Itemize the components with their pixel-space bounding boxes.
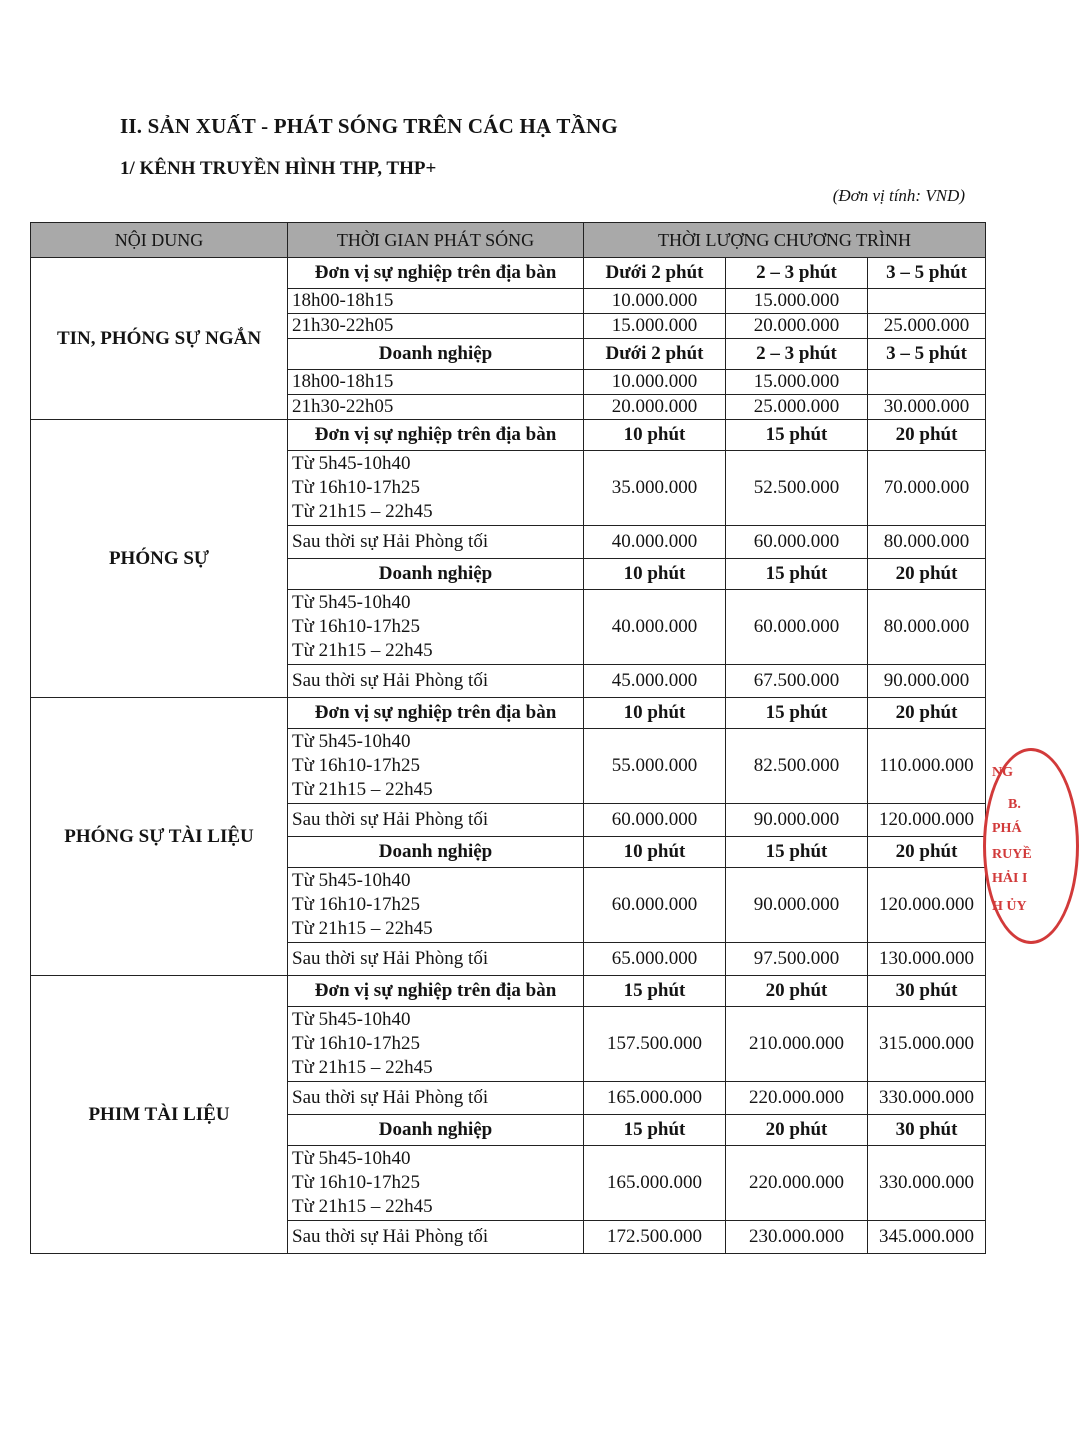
price-table <box>30 222 986 1254</box>
time-slot-cell: 21h30-22h05 <box>288 314 584 339</box>
stamp-text: RUYỀ <box>992 847 1032 862</box>
group-header-row <box>31 420 986 451</box>
price-cell: 157.500.000 <box>584 1007 726 1082</box>
time-slot-cell: Sau thời sự Hải Phòng tối <box>288 1221 584 1254</box>
client-type-cell: Doanh nghiệp <box>288 1115 584 1146</box>
client-type-cell: Doanh nghiệp <box>288 559 584 590</box>
category-cell: PHIM TÀI LIỆU <box>31 976 288 1254</box>
duration-header-cell: 10 phút <box>584 559 726 590</box>
price-cell: 67.500.000 <box>726 665 868 698</box>
price-cell <box>868 370 986 395</box>
client-type-cell: Đơn vị sự nghiệp trên địa bàn <box>288 420 584 451</box>
price-cell: 315.000.000 <box>868 1007 986 1082</box>
duration-header-cell: 3 – 5 phút <box>868 258 986 289</box>
price-cell: 220.000.000 <box>726 1146 868 1221</box>
time-slot-cell: Sau thời sự Hải Phòng tối <box>288 526 584 559</box>
col-header-duration: THỜI LƯỢNG CHƯƠNG TRÌNH <box>584 223 986 258</box>
price-cell: 120.000.000 <box>868 804 986 837</box>
price-cell: 82.500.000 <box>726 729 868 804</box>
price-cell: 60.000.000 <box>726 590 868 665</box>
price-cell <box>868 289 986 314</box>
price-cell: 10.000.000 <box>584 370 726 395</box>
time-slot-cell: Từ 5h45-10h40 Từ 16h10-17h25 Từ 21h15 – 22h45 <box>288 1146 584 1221</box>
col-header-content: NỘI DUNG <box>31 223 288 258</box>
price-cell: 60.000.000 <box>584 804 726 837</box>
duration-header-cell: 15 phút <box>726 420 868 451</box>
price-cell: 55.000.000 <box>584 729 726 804</box>
price-cell: 30.000.000 <box>868 395 986 420</box>
price-cell: 330.000.000 <box>868 1082 986 1115</box>
price-cell: 15.000.000 <box>726 289 868 314</box>
group-header-row <box>31 258 986 289</box>
stamp-text: H ỦY <box>992 899 1027 914</box>
stamp-text: HẢI I <box>992 871 1028 886</box>
duration-header-cell: 30 phút <box>868 976 986 1007</box>
price-cell: 35.000.000 <box>584 451 726 526</box>
price-cell: 40.000.000 <box>584 526 726 559</box>
price-cell: 60.000.000 <box>726 526 868 559</box>
stamp-text: PHÁ <box>992 821 1022 836</box>
duration-header-cell: 10 phút <box>584 420 726 451</box>
category-cell: TIN, PHÓNG SỰ NGẮN <box>31 258 288 420</box>
price-cell: 330.000.000 <box>868 1146 986 1221</box>
duration-header-cell: 20 phút <box>868 559 986 590</box>
price-cell: 20.000.000 <box>726 314 868 339</box>
price-cell: 60.000.000 <box>584 868 726 943</box>
price-cell: 10.000.000 <box>584 289 726 314</box>
duration-header-cell: 15 phút <box>726 698 868 729</box>
time-slot-cell: Sau thời sự Hải Phòng tối <box>288 943 584 976</box>
price-cell: 90.000.000 <box>726 804 868 837</box>
client-type-cell: Doanh nghiệp <box>288 339 584 370</box>
time-slot-cell: Từ 5h45-10h40 Từ 16h10-17h25 Từ 21h15 – 22h45 <box>288 1007 584 1082</box>
col-header-broadcast-time: THỜI GIAN PHÁT SÓNG <box>288 223 584 258</box>
price-cell: 40.000.000 <box>584 590 726 665</box>
price-cell: 80.000.000 <box>868 590 986 665</box>
duration-header-cell: 20 phút <box>868 420 986 451</box>
time-slot-cell: Sau thời sự Hải Phòng tối <box>288 1082 584 1115</box>
duration-header-cell: 10 phút <box>584 698 726 729</box>
client-type-cell: Đơn vị sự nghiệp trên địa bàn <box>288 258 584 289</box>
duration-header-cell: 15 phút <box>726 559 868 590</box>
price-cell: 90.000.000 <box>868 665 986 698</box>
stamp-text: B. <box>1008 797 1021 812</box>
duration-header-cell: 20 phút <box>726 1115 868 1146</box>
time-slot-cell: Từ 5h45-10h40 Từ 16h10-17h25 Từ 21h15 – 22h45 <box>288 590 584 665</box>
time-slot-cell: 18h00-18h15 <box>288 370 584 395</box>
client-type-cell: Đơn vị sự nghiệp trên địa bàn <box>288 698 584 729</box>
official-stamp <box>983 748 1079 944</box>
price-cell: 172.500.000 <box>584 1221 726 1254</box>
category-cell: PHÓNG SỰ <box>31 420 288 698</box>
price-cell: 45.000.000 <box>584 665 726 698</box>
time-slot-cell: 18h00-18h15 <box>288 289 584 314</box>
price-cell: 15.000.000 <box>726 370 868 395</box>
time-slot-cell: 21h30-22h05 <box>288 395 584 420</box>
subsection-heading: 1/ KÊNH TRUYỀN HÌNH THP, THP+ <box>120 158 437 179</box>
price-cell: 70.000.000 <box>868 451 986 526</box>
section-heading: II. SẢN XUẤT - PHÁT SÓNG TRÊN CÁC HẠ TẦNG <box>120 114 618 138</box>
duration-header-cell: 2 – 3 phút <box>726 258 868 289</box>
unit-note: (Đơn vị tính: VND) <box>832 186 965 205</box>
price-cell: 120.000.000 <box>868 868 986 943</box>
price-cell: 230.000.000 <box>726 1221 868 1254</box>
group-header-row <box>31 698 986 729</box>
duration-header-cell: 15 phút <box>726 837 868 868</box>
duration-header-cell: 10 phút <box>584 837 726 868</box>
price-cell: 97.500.000 <box>726 943 868 976</box>
time-slot-cell: Sau thời sự Hải Phòng tối <box>288 804 584 837</box>
price-cell: 220.000.000 <box>726 1082 868 1115</box>
price-cell: 80.000.000 <box>868 526 986 559</box>
duration-header-cell: 15 phút <box>584 1115 726 1146</box>
duration-header-cell: Dưới 2 phút <box>584 339 726 370</box>
price-cell: 20.000.000 <box>584 395 726 420</box>
stamp-text: NG <box>992 765 1013 780</box>
duration-header-cell: 30 phút <box>868 1115 986 1146</box>
duration-header-cell: 15 phút <box>584 976 726 1007</box>
group-header-row <box>31 976 986 1007</box>
duration-header-cell: 20 phút <box>726 976 868 1007</box>
price-cell: 130.000.000 <box>868 943 986 976</box>
price-cell: 165.000.000 <box>584 1146 726 1221</box>
price-cell: 210.000.000 <box>726 1007 868 1082</box>
duration-header-cell: 2 – 3 phút <box>726 339 868 370</box>
duration-header-cell: Dưới 2 phút <box>584 258 726 289</box>
category-cell: PHÓNG SỰ TÀI LIỆU <box>31 698 288 976</box>
time-slot-cell: Sau thời sự Hải Phòng tối <box>288 665 584 698</box>
price-cell: 25.000.000 <box>868 314 986 339</box>
client-type-cell: Đơn vị sự nghiệp trên địa bàn <box>288 976 584 1007</box>
client-type-cell: Doanh nghiệp <box>288 837 584 868</box>
table-body <box>31 258 986 1254</box>
price-cell: 52.500.000 <box>726 451 868 526</box>
price-cell: 165.000.000 <box>584 1082 726 1115</box>
duration-header-cell: 20 phút <box>868 698 986 729</box>
price-cell: 15.000.000 <box>584 314 726 339</box>
time-slot-cell: Từ 5h45-10h40 Từ 16h10-17h25 Từ 21h15 – 22h45 <box>288 868 584 943</box>
time-slot-cell: Từ 5h45-10h40 Từ 16h10-17h25 Từ 21h15 – 22h45 <box>288 451 584 526</box>
time-slot-cell: Từ 5h45-10h40 Từ 16h10-17h25 Từ 21h15 – 22h45 <box>288 729 584 804</box>
price-cell: 345.000.000 <box>868 1221 986 1254</box>
duration-header-cell: 3 – 5 phút <box>868 339 986 370</box>
price-cell: 65.000.000 <box>584 943 726 976</box>
price-cell: 110.000.000 <box>868 729 986 804</box>
price-cell: 90.000.000 <box>726 868 868 943</box>
price-cell: 25.000.000 <box>726 395 868 420</box>
duration-header-cell: 20 phút <box>868 837 986 868</box>
